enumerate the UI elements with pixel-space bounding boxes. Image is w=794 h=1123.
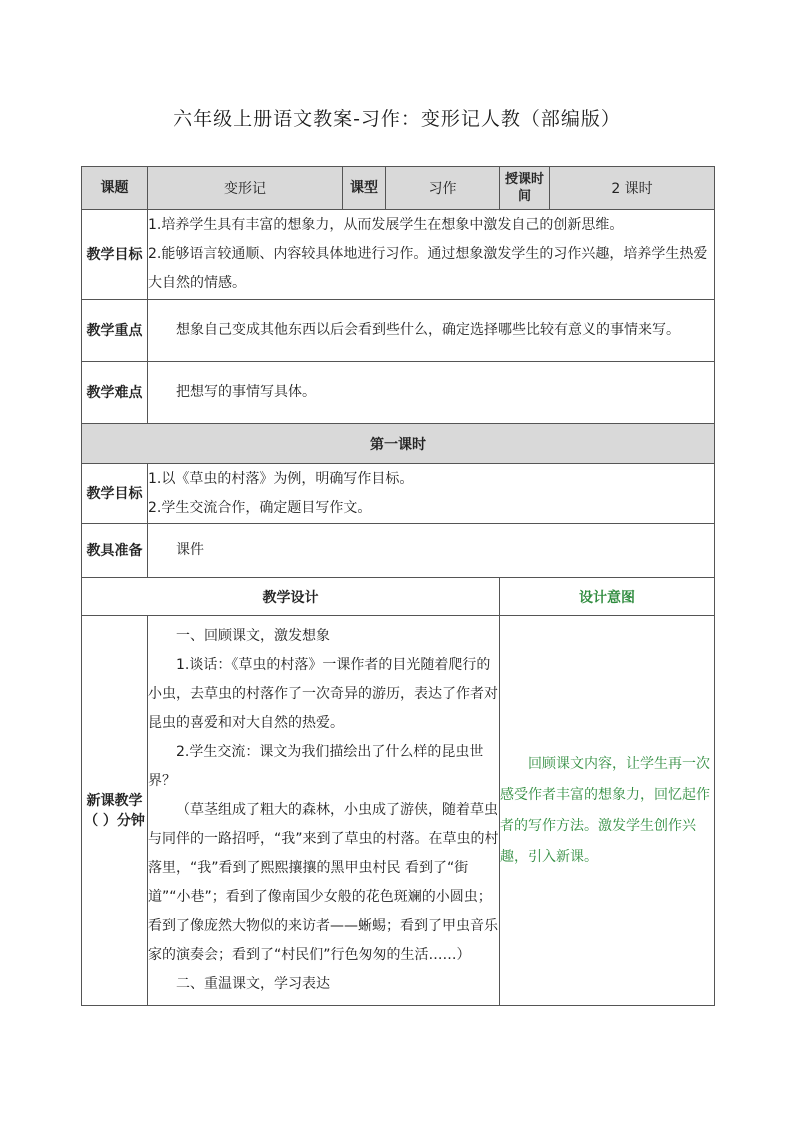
new-lesson-content bbox=[148, 616, 500, 1006]
hours-value: 2 课时 bbox=[550, 167, 715, 210]
header-row bbox=[82, 167, 715, 210]
page-title: 六年级上册语文教案-习作：变形记人教（部编版） bbox=[173, 108, 621, 130]
key-points-text: 想象自己变成其他东西以后会看到些什么，确定选择哪些比较有意义的事情来写。 bbox=[148, 300, 715, 362]
type-value: 习作 bbox=[386, 167, 500, 210]
goal-line-1: 1.培养学生具有丰富的想象力，从而发展学生在想象中激发自己的创新思维。 bbox=[148, 217, 624, 233]
paragraph-4: （草茎组成了粗大的森林，小虫成了游侠，随着草虫与同伴的一路招呼，“我”来到了草虫的村落。在草虫的村落里，“我”看到了熙熙攘攘的黑甲虫村民 看到了“街道”“小巷”；看到了像南国少女般的花色斑斓的小圆虫；看到了像庞然大物似的来访者——蜥蜴；看到了甲虫音乐家的演奏会；看到了“村民们”行色匆匆的生活……） bbox=[148, 802, 499, 963]
difficulties-text: 把想写的事情写具体。 bbox=[148, 362, 715, 424]
design-header: 教学设计 bbox=[82, 578, 500, 616]
key-points-row bbox=[82, 300, 715, 362]
design-header-row bbox=[82, 578, 715, 616]
hours-label: 授课时间 bbox=[500, 167, 550, 210]
type-label: 课型 bbox=[343, 167, 386, 210]
lesson-goals-label: 教学目标 bbox=[82, 464, 148, 524]
paragraph-3: 2.学生交流：课文为我们描绘出了什么样的昆虫世界？ bbox=[148, 744, 484, 789]
section-title: 第一课时 bbox=[82, 424, 715, 464]
goals-label: 教学目标 bbox=[82, 210, 148, 300]
materials-text: 课件 bbox=[148, 524, 715, 578]
lesson-plan-table bbox=[81, 166, 715, 1006]
intent-header: 设计意图 bbox=[500, 578, 715, 616]
lesson-goals-content bbox=[148, 464, 715, 524]
goals-content bbox=[148, 210, 715, 300]
section-row bbox=[82, 424, 715, 464]
paragraph-1: 一、回顾课文，激发想象 bbox=[176, 628, 330, 644]
goals-row bbox=[82, 210, 715, 300]
topic-label: 课题 bbox=[82, 167, 148, 210]
materials-row bbox=[82, 524, 715, 578]
difficulties-row bbox=[82, 362, 715, 424]
paragraph-2: 1.谈话：《草虫的村落》一课作者的目光随着爬行的小虫，去草虫的村落作了一次奇异的游历，表达了作者对昆虫的喜爱和对大自然的热爱。 bbox=[148, 657, 498, 731]
new-lesson-label: 新课教学（ ）分钟 bbox=[82, 616, 148, 1006]
new-lesson-row bbox=[82, 616, 715, 1006]
goal-line-2: 2.能够语言较通顺、内容较具体地进行习作。通过想象激发学生的习作兴趣，培养学生热爱大自然的情感。 bbox=[148, 246, 708, 291]
lesson-goals-row bbox=[82, 464, 715, 524]
difficulties-label: 教学难点 bbox=[82, 362, 148, 424]
key-points-label: 教学重点 bbox=[82, 300, 148, 362]
topic-value: 变形记 bbox=[148, 167, 343, 210]
intent-text: 回顾课文内容，让学生再一次感受作者丰富的想象力，回忆起作者的写作方法。激发学生创作兴趣，引入新课。 bbox=[500, 616, 715, 1006]
materials-label: 教具准备 bbox=[82, 524, 148, 578]
paragraph-5: 二、重温课文，学习表达 bbox=[176, 976, 330, 992]
lesson-goal-line-2: 2.学生交流合作，确定题目写作文。 bbox=[148, 499, 372, 516]
lesson-goal-line-1: 1.以《草虫的村落》为例，明确写作目标。 bbox=[148, 470, 414, 487]
